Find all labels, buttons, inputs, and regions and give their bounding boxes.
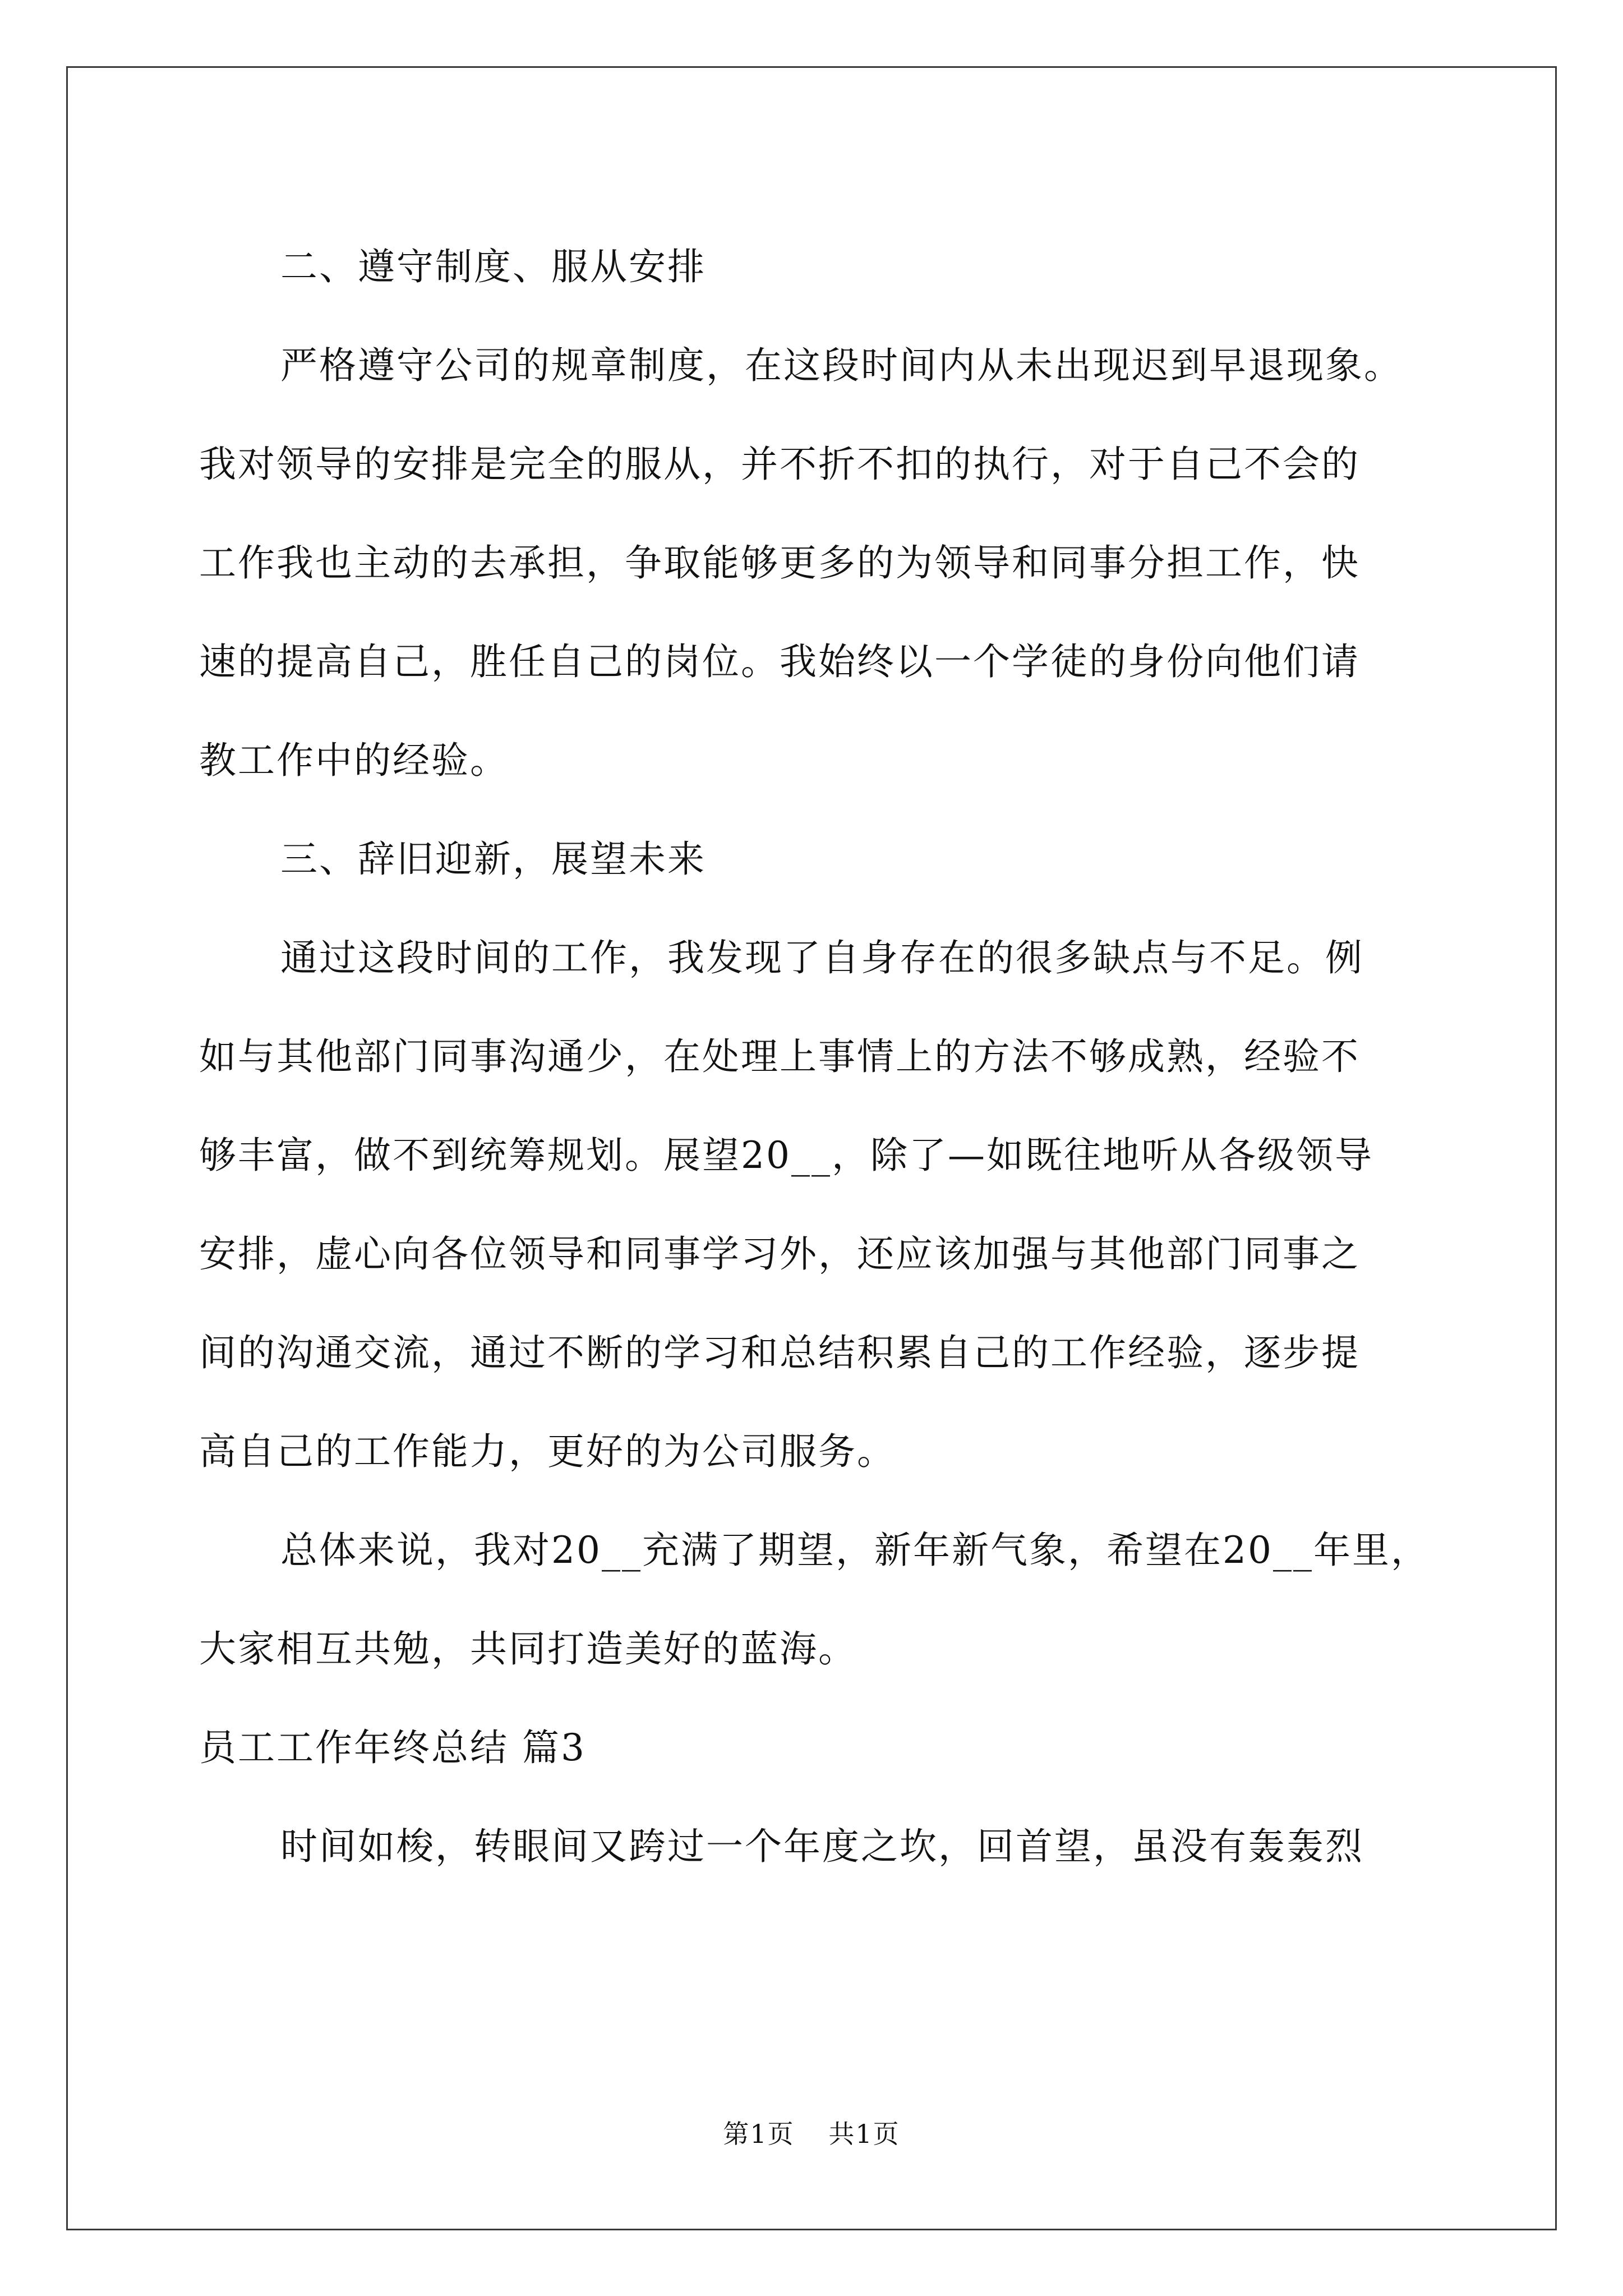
- paragraph-line: 严格遵守公司的规章制度，在这段时间内从未出现迟到早退现象。: [280, 344, 1403, 387]
- document-body: [199, 218, 1433, 1896]
- paragraph-line: 安排，虚心向各位领导和同事学习外，还应该加强与其他部门同事之: [199, 1232, 1360, 1276]
- article-title: 员工工作年终总结 篇3: [199, 1726, 586, 1769]
- section-heading-2: 二、遵守制度、服从安排: [280, 245, 706, 288]
- paragraph-line: 工作我也主动的去承担，争取能够更多的为领导和同事分担工作，快: [199, 541, 1360, 585]
- paragraph-line: 我对领导的安排是完全的服从，并不折不扣的执行，对于自己不会的: [199, 443, 1360, 486]
- page-number-current: 第1页: [723, 2119, 795, 2149]
- paragraph-line: 时间如梭，转眼间又跨过一个年度之坎，回首望，虽没有轰轰烈: [280, 1825, 1364, 1868]
- page-footer: [0, 2114, 1623, 2151]
- paragraph-line: 够丰富，做不到统筹规划。展望20__，除了—如既往地听从各级领导: [199, 1134, 1373, 1177]
- paragraph-line: 通过这段时间的工作，我发现了自身存在的很多缺点与不足。例: [280, 936, 1364, 979]
- section-heading-3: 三、辞旧迎新，展望未来: [280, 838, 706, 881]
- paragraph-line: 总体来说，我对20__充满了期望，新年新气象，希望在20__年里，: [280, 1529, 1430, 1572]
- paragraph-line: 如与其他部门同事沟通少，在处理上事情上的方法不够成熟，经验不: [199, 1035, 1360, 1078]
- paragraph-line: 间的沟通交流，通过不断的学习和总结积累自己的工作经验，逐步提: [199, 1331, 1360, 1374]
- paragraph-line: 教工作中的经验。: [199, 739, 509, 782]
- text-block: [199, 218, 1433, 1896]
- page-number-total: 共1页: [828, 2119, 900, 2149]
- paragraph-line: 速的提高自己，胜任自己的岗位。我始终以一个学徒的身份向他们请: [199, 640, 1360, 683]
- paragraph-line: 大家相互共勉，共同打造美好的蓝海。: [199, 1627, 857, 1671]
- paragraph-line: 高自己的工作能力，更好的为公司服务。: [199, 1430, 896, 1473]
